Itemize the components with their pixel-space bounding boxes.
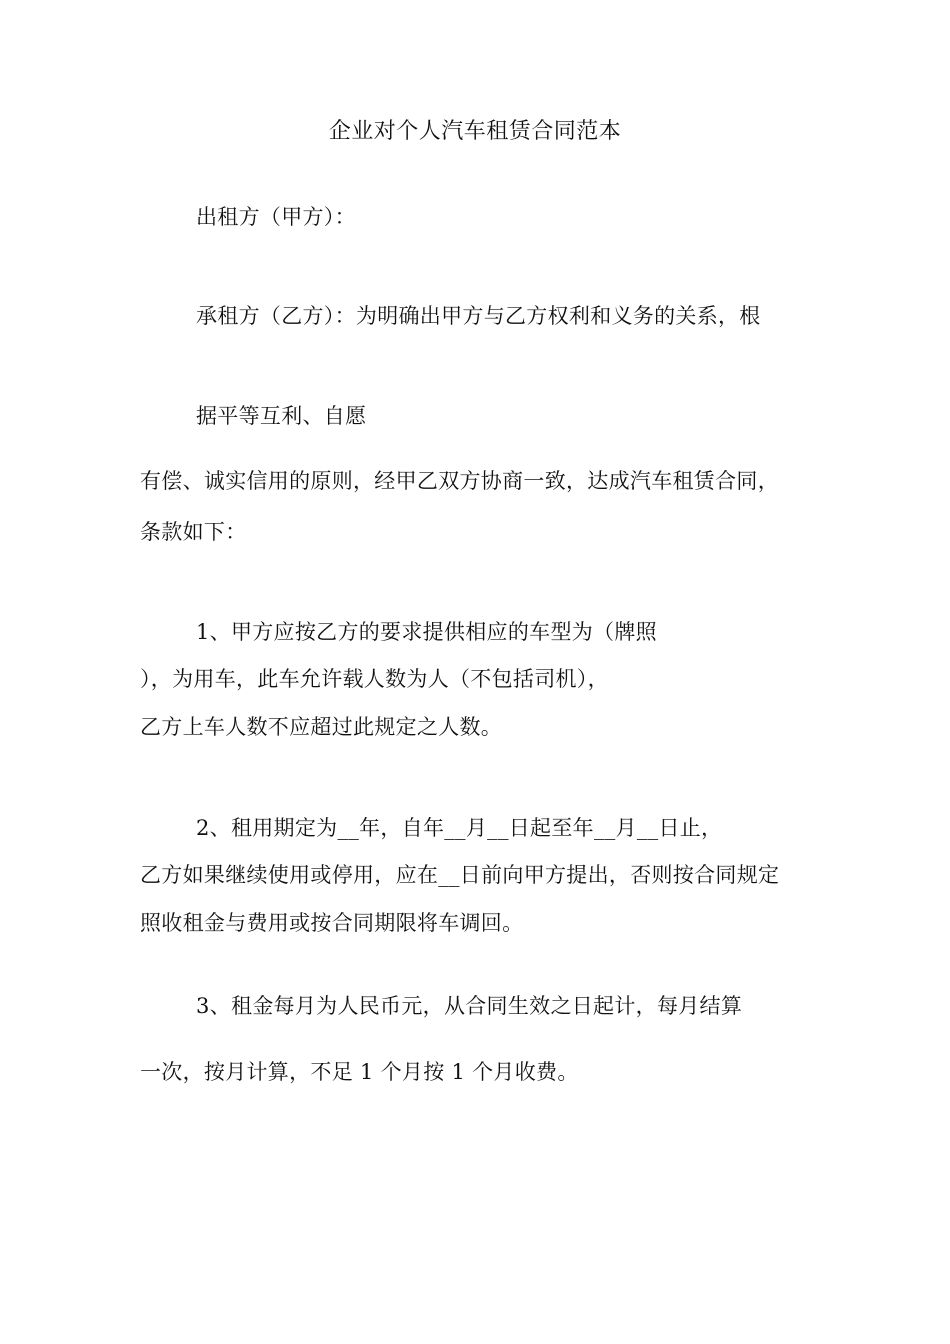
clause-1-line-2: ），为用车，此车允许载人数为人（不包括司机）， bbox=[140, 667, 609, 691]
clause-3-line-2: 一次，按月计算，不足 1 个月按 1 个月收费。 bbox=[140, 1060, 579, 1084]
principle-line-1: 有偿、诚实信用的原则，经甲乙双方协商一致，达成汽车租赁合同， bbox=[140, 469, 779, 493]
principle-line-2: 条款如下： bbox=[140, 520, 247, 544]
clause-3-line-1: 3、租金每月为人民币元，从合同生效之日起计，每月结算 bbox=[196, 994, 743, 1018]
clause-2-line-2: 乙方如果继续使用或停用，应在__日前向甲方提出，否则按合同规定 bbox=[140, 863, 780, 887]
clause-2-line-1: 2、租用期定为__年，自年__月__日起至年__月__日止， bbox=[196, 816, 723, 840]
lessee-line-2: 据平等互利、自愿 bbox=[196, 404, 367, 428]
clause-1-line-1: 1、甲方应按乙方的要求提供相应的车型为（牌照 bbox=[196, 620, 657, 644]
clause-1-line-3: 乙方上车人数不应超过此规定之人数。 bbox=[140, 715, 503, 739]
document-title: 企业对个人汽车租赁合同范本 bbox=[328, 119, 622, 144]
lessor-line: 出租方（甲方）： bbox=[196, 205, 356, 229]
lessee-line-1: 承租方（乙方）：为明确出甲方与乙方权利和义务的关系，根 bbox=[196, 304, 761, 328]
clause-2-line-3: 照收租金与费用或按合同期限将车调回。 bbox=[140, 911, 524, 935]
